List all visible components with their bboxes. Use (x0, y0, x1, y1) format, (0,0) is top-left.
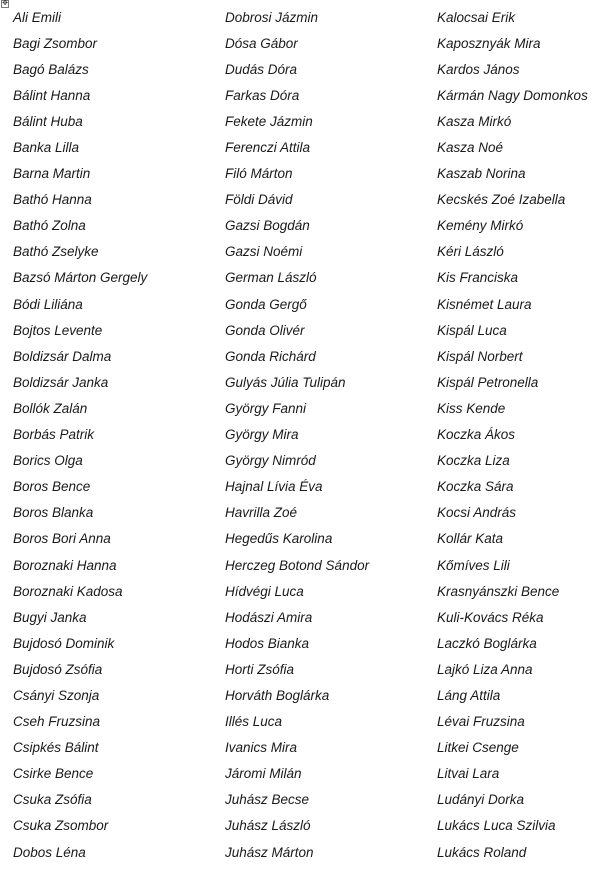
name-cell: Kaszab Norina (437, 166, 526, 182)
name-cell: Illés Luca (225, 714, 283, 730)
table-row (0, 265, 612, 291)
name-cell: Koczka Ákos (437, 427, 516, 443)
name-cell: Kasza Mirkó (437, 113, 512, 129)
name-cell: Gonda Olivér (225, 322, 305, 338)
name-cell: Csuka Zsombor (13, 818, 109, 834)
name-cell: Dudás Dóra (225, 61, 298, 77)
name-cell: Juhász Márton (225, 844, 314, 860)
table-row (0, 291, 612, 317)
name-table (0, 4, 612, 865)
name-cell: Boros Bence (13, 479, 91, 495)
name-cell: Kisnémet Laura (437, 296, 532, 312)
table-row (0, 526, 612, 552)
table-row (0, 395, 612, 421)
name-cell: Juhász Becse (225, 792, 310, 808)
name-cell: Borics Olga (13, 453, 83, 469)
name-cell: Kocsi András (437, 505, 517, 521)
name-cell: Földi Dávid (225, 192, 293, 208)
name-cell: Dobrosi Jázmin (225, 9, 319, 25)
name-cell: Kuli-Kovács Réka (437, 609, 544, 625)
name-cell: Láng Attila (437, 687, 501, 703)
table-row (0, 187, 612, 213)
table-row (0, 30, 612, 56)
name-cell: Kispál Norbert (437, 348, 523, 364)
name-cell: Dobos Léna (13, 844, 86, 860)
name-cell: György Nimród (225, 453, 316, 469)
name-cell: Bollók Zalán (13, 400, 88, 416)
table-row (0, 682, 612, 708)
name-cell: Boldizsár Dalma (13, 348, 112, 364)
name-cell: Juhász László (225, 818, 311, 834)
name-cell: German László (225, 270, 317, 286)
table-row (0, 839, 612, 865)
table-move-handle-icon[interactable]: ✥ (2, 0, 8, 7)
name-cell: Bagó Balázs (13, 61, 89, 77)
name-cell: Bálint Huba (13, 113, 83, 129)
name-cell: Csirke Bence (13, 766, 94, 782)
name-cell: Kármán Nagy Domonkos (437, 87, 588, 103)
name-cell: Dósa Gábor (225, 35, 298, 51)
name-cell: György Mira (225, 427, 299, 443)
table-row (0, 578, 612, 604)
name-cell: Boroznaki Kadosa (13, 583, 123, 599)
name-cell: Lajkó Liza Anna (437, 661, 533, 677)
table-row (0, 552, 612, 578)
name-cell: Bathó Hanna (13, 192, 92, 208)
name-cell: Kasza Noé (437, 140, 504, 156)
name-cell: Koczka Sára (437, 479, 514, 495)
table-row (0, 343, 612, 369)
table-row (0, 787, 612, 813)
table-row (0, 630, 612, 656)
name-cell: Cseh Fruzsina (13, 714, 101, 730)
table-row (0, 134, 612, 160)
table-row (0, 4, 612, 30)
name-cell: Boroznaki Hanna (13, 557, 117, 573)
name-cell: Gulyás Júlia Tulipán (225, 374, 346, 390)
name-cell: Krasnyánszki Bence (437, 583, 560, 599)
name-cell: Bathó Zselyke (13, 244, 99, 260)
table-row (0, 213, 612, 239)
name-cell: Hídvégi Luca (225, 583, 304, 599)
table-row (0, 161, 612, 187)
name-cell: Kőmíves Lili (437, 557, 510, 573)
name-cell: Kispál Petronella (437, 374, 539, 390)
name-cell: Barna Martin (13, 166, 91, 182)
table-row (0, 448, 612, 474)
name-cell: Ivanics Mira (225, 740, 298, 756)
name-cell: Boros Bori Anna (13, 531, 111, 547)
table-row (0, 709, 612, 735)
name-cell: Kis Franciska (437, 270, 519, 286)
name-cell: Bálint Hanna (13, 87, 91, 103)
name-cell: Hajnal Lívia Éva (225, 479, 323, 495)
name-cell: Bazsó Márton Gergely (13, 270, 148, 286)
name-cell: Gazsi Bogdán (225, 218, 310, 234)
name-cell: Farkas Dóra (225, 87, 300, 103)
name-cell: Bujdosó Dominik (13, 635, 115, 651)
table-row (0, 813, 612, 839)
table-row (0, 56, 612, 82)
name-cell: Hegedűs Karolina (225, 531, 333, 547)
name-cell: Boros Blanka (13, 505, 94, 521)
table-row (0, 369, 612, 395)
name-cell: Csányi Szonja (13, 687, 100, 703)
name-cell: Kaposznyák Mira (437, 35, 541, 51)
name-cell: György Fanni (225, 400, 307, 416)
name-cell: Fekete Jázmin (225, 113, 313, 129)
table-row (0, 604, 612, 630)
name-cell: Kiss Kende (437, 400, 506, 416)
name-cell: Bódi Liliána (13, 296, 83, 312)
name-cell: Boldizsár Janka (13, 374, 109, 390)
table-row (0, 735, 612, 761)
name-cell: Banka Lilla (13, 140, 80, 156)
name-cell: Gonda Gergő (225, 296, 307, 312)
table-row (0, 108, 612, 134)
name-cell: Kispál Luca (437, 322, 507, 338)
name-cell: Ludányi Dorka (437, 792, 525, 808)
name-cell: Kollár Kata (437, 531, 504, 547)
name-cell: Lukács Roland (437, 844, 527, 860)
name-cell: Gazsi Noémi (225, 244, 303, 260)
name-cell: Kecskés Zoé Izabella (437, 192, 566, 208)
name-cell: Litvai Lara (437, 766, 500, 782)
name-cell: Horti Zsófia (225, 661, 295, 677)
name-cell: Kéri László (437, 244, 504, 260)
name-cell: Herczeg Botond Sándor (225, 557, 370, 573)
name-cell: Hodászi Amira (225, 609, 313, 625)
table-row (0, 500, 612, 526)
table-row (0, 761, 612, 787)
name-cell: Bathó Zolna (13, 218, 86, 234)
name-cell: Ali Emili (13, 9, 62, 25)
name-cell: Járomi Milán (225, 766, 302, 782)
name-cell: Havrilla Zoé (225, 505, 298, 521)
name-cell: Bujdosó Zsófia (13, 661, 103, 677)
table-row (0, 422, 612, 448)
name-cell: Laczkó Boglárka (437, 635, 537, 651)
name-cell: Lukács Luca Szilvia (437, 818, 556, 834)
name-cell: Gonda Richárd (225, 348, 316, 364)
name-cell: Kalocsai Erik (437, 9, 516, 25)
table-row (0, 474, 612, 500)
name-cell: Ferenczi Attila (225, 140, 311, 156)
name-cell: Bojtos Levente (13, 322, 103, 338)
name-cell: Borbás Patrik (13, 427, 95, 443)
table-row (0, 656, 612, 682)
name-table-body (0, 4, 612, 865)
name-cell: Horváth Boglárka (225, 687, 330, 703)
name-cell: Bagi Zsombor (13, 35, 98, 51)
table-row (0, 317, 612, 343)
table-row (0, 82, 612, 108)
name-cell: Lévai Fruzsina (437, 714, 525, 730)
name-cell: Bugyi Janka (13, 609, 87, 625)
name-cell: Litkei Csenge (437, 740, 519, 756)
name-cell: Kemény Mirkó (437, 218, 524, 234)
table-row (0, 239, 612, 265)
name-cell: Kardos János (437, 61, 520, 77)
name-cell: Hodos Bianka (225, 635, 310, 651)
name-cell: Csipkés Bálint (13, 740, 99, 756)
name-cell: Koczka Liza (437, 453, 510, 469)
name-cell: Filó Márton (225, 166, 293, 182)
name-cell: Csuka Zsófia (13, 792, 92, 808)
